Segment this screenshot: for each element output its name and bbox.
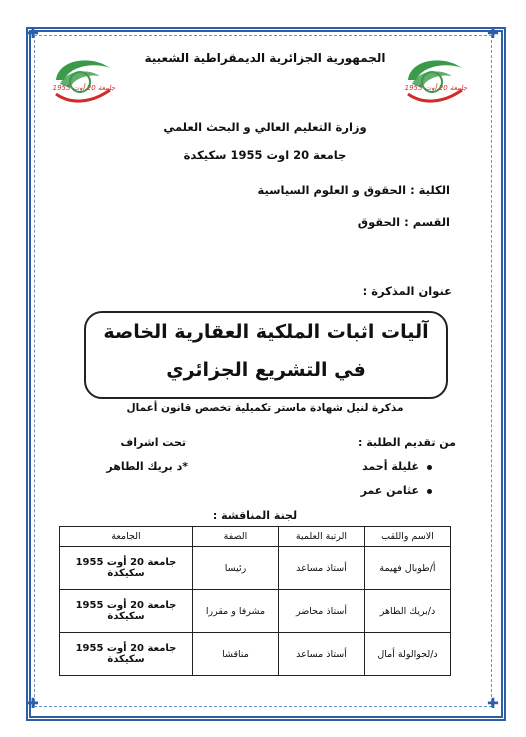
jury-member-name: د/لحوالولة أمال: [364, 633, 450, 676]
university-logo-left: [50, 50, 116, 110]
column-header: الجامعة: [60, 527, 193, 547]
corner-ornament-icon: ✚: [27, 696, 39, 712]
jury-member-rank: أستاذ مساعد: [278, 633, 364, 676]
university-logo-right: [402, 50, 468, 110]
column-header: الاسم واللقب: [364, 527, 450, 547]
corner-ornament-icon: ✚: [487, 26, 499, 42]
memo-title-line-1: آليات اثبات الملكية العقارية الخاصة: [103, 321, 429, 343]
table-header-row: [60, 527, 451, 547]
bullet-icon: [427, 465, 432, 470]
jury-member-role: رئيسا: [192, 547, 278, 590]
jury-member-role: مناقشا: [192, 633, 278, 676]
corner-ornament-icon: ✚: [487, 696, 499, 712]
jury-member-name: د/بريك الطاهر: [364, 590, 450, 633]
degree-subtitle: مذكرة لنيل شهادة ماستر تكميلية تخصص قانون أعمال: [126, 402, 404, 414]
memo-title-box: [84, 311, 448, 399]
logo-lettering: جامعة 20 أوت 1955: [52, 84, 116, 92]
student-name: غليلة أحمد: [362, 460, 432, 473]
table-row: [60, 547, 451, 590]
faculty-value: الحقوق و العلوم السياسية: [257, 183, 407, 197]
table-row: [60, 590, 451, 633]
table-row: [60, 633, 451, 676]
jury-label: لجنة المناقشة :: [212, 509, 298, 522]
student-name: عثامن عمر: [361, 484, 432, 497]
bullet-icon: [427, 489, 432, 494]
corner-ornament-icon: ✚: [27, 26, 39, 42]
department-line: [358, 215, 450, 229]
memo-title-label: عنوان المذكرة :: [362, 284, 452, 298]
supervisor-label: تحت اشراف: [120, 436, 186, 449]
supervisor-name: *د بريك الطاهر: [106, 460, 188, 473]
ministry-name: وزارة التعليم العالي و البحث العلمي: [163, 120, 367, 134]
jury-member-university: جامعة 20 أوت 1955 سكيكدة: [60, 590, 193, 633]
jury-member-rank: أستاذ محاضر: [278, 590, 364, 633]
jury-member-rank: أستاذ مساعد: [278, 547, 364, 590]
department-label: القسم :: [404, 215, 450, 229]
students-label: من تقديم الطلبة :: [357, 436, 456, 449]
column-header: الرتبة العلمية: [278, 527, 364, 547]
faculty-label: الكلية :: [410, 183, 450, 197]
jury-table: [59, 526, 451, 676]
logo-lettering: جامعة 20 أوت 1955: [404, 84, 468, 92]
jury-member-name: أ/طوبال فهيمة: [364, 547, 450, 590]
memo-title-line-2: في التشريع الجزائري: [166, 359, 366, 381]
department-value: الحقوق: [357, 215, 401, 229]
faculty-line: [258, 183, 450, 197]
jury-member-university: جامعة 20 أوت 1955 سكيكدة: [60, 547, 193, 590]
jury-member-role: مشرفا و مقررا: [192, 590, 278, 633]
column-header: الصفة: [192, 527, 278, 547]
jury-member-university: جامعة 20 أوت 1955 سكيكدة: [60, 633, 193, 676]
university-name: جامعة 20 اوت 1955 سكيكدة: [183, 148, 347, 162]
republic-name: الجمهورية الجزائرية الديمقراطية الشعبية: [144, 51, 386, 65]
